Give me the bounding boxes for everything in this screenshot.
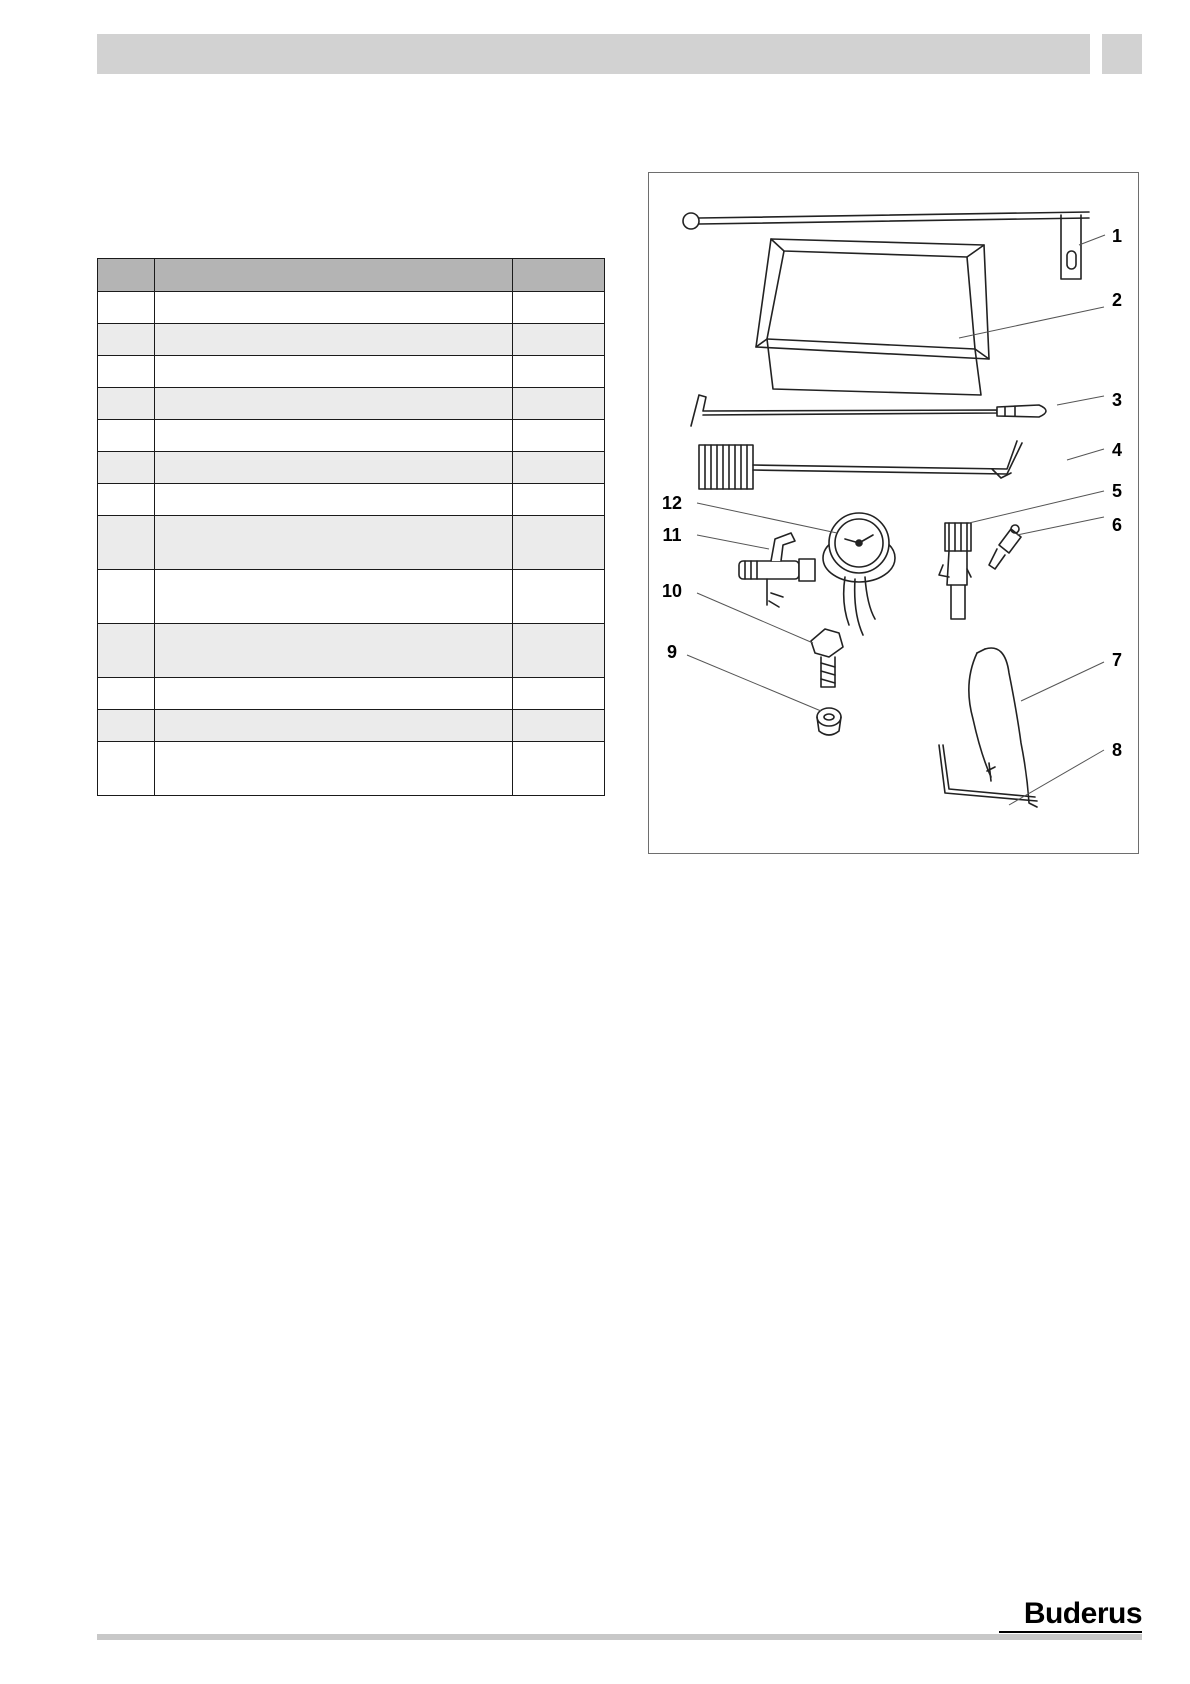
parts-table	[97, 258, 605, 796]
safety-valve-drawing	[939, 523, 971, 619]
table-cell	[155, 292, 513, 324]
table-cell	[155, 516, 513, 570]
accessories-figure	[648, 172, 1139, 854]
callout-6: 6	[1111, 515, 1123, 535]
table-row	[98, 356, 605, 388]
column-header-quantity	[513, 259, 605, 292]
table-cell	[155, 388, 513, 420]
table-cell	[155, 624, 513, 678]
table-cell	[513, 710, 605, 742]
leader-1	[1079, 235, 1105, 245]
table-cell	[98, 570, 155, 624]
callout-11: 11	[662, 525, 682, 545]
table-cell	[155, 452, 513, 484]
table-cell	[513, 324, 605, 356]
table-cell	[155, 570, 513, 624]
gauge-drawing	[823, 513, 895, 635]
table-cell	[513, 570, 605, 624]
callout-7: 7	[1111, 650, 1123, 670]
table-cell	[513, 484, 605, 516]
table-cell	[155, 710, 513, 742]
table-cell	[155, 484, 513, 516]
table-row	[98, 452, 605, 484]
table-cell	[98, 516, 155, 570]
callout-12: 12	[661, 493, 683, 513]
table-cell	[98, 324, 155, 356]
table-row	[98, 570, 605, 624]
table-cell	[98, 624, 155, 678]
table-cell	[513, 678, 605, 710]
callout-9: 9	[666, 642, 678, 662]
table-cell	[98, 356, 155, 388]
callout-3: 3	[1111, 390, 1123, 410]
table-cell	[513, 292, 605, 324]
leader-4	[1067, 449, 1104, 460]
table-cell	[98, 420, 155, 452]
leader-10	[697, 593, 813, 643]
table-cell	[513, 516, 605, 570]
knurled-screw-drawing	[811, 629, 843, 687]
callout-2: 2	[1111, 290, 1123, 310]
nut-drawing	[817, 708, 841, 735]
callout-1: 1	[1111, 226, 1123, 246]
callout-10: 10	[661, 581, 683, 601]
leader-7	[1021, 662, 1104, 701]
brand-logo: Buderus	[1023, 1597, 1142, 1630]
header-bar	[97, 34, 1090, 74]
table-cell	[513, 420, 605, 452]
ash-pan-drawing	[756, 239, 989, 395]
brand-underline	[999, 1631, 1142, 1633]
table-row	[98, 388, 605, 420]
column-header-description	[155, 259, 513, 292]
table-cell	[513, 388, 605, 420]
table-cell	[98, 742, 155, 796]
table-cell	[513, 356, 605, 388]
callout-4: 4	[1111, 440, 1123, 460]
table-cell	[98, 388, 155, 420]
drain-valve-drawing	[739, 533, 815, 607]
table-row	[98, 516, 605, 570]
table-cell	[513, 742, 605, 796]
table-row	[98, 624, 605, 678]
leader-9	[687, 655, 821, 711]
table-cell	[98, 678, 155, 710]
table-row	[98, 742, 605, 796]
table-cell	[155, 324, 513, 356]
table-cell	[155, 356, 513, 388]
leader-5	[969, 491, 1104, 523]
table-row	[98, 678, 605, 710]
table-row	[98, 292, 605, 324]
table-cell	[513, 624, 605, 678]
small-fitting-drawing	[989, 525, 1021, 569]
callout-5: 5	[1111, 481, 1123, 501]
table-cell	[513, 452, 605, 484]
leader-3	[1057, 396, 1104, 405]
accessories-illustration	[649, 173, 1140, 855]
table-cell	[98, 710, 155, 742]
leader-11	[697, 535, 769, 549]
table-row	[98, 420, 605, 452]
table-cell	[155, 678, 513, 710]
table-cell	[98, 292, 155, 324]
table-cell	[155, 420, 513, 452]
hook-poker-drawing	[691, 395, 1046, 426]
table-cell	[98, 484, 155, 516]
table-row	[98, 484, 605, 516]
parts-table-header	[98, 259, 605, 292]
callout-8: 8	[1111, 740, 1123, 760]
table-cell	[98, 452, 155, 484]
table-cell	[155, 742, 513, 796]
header-page-tab	[1102, 34, 1142, 74]
chain-drawing	[969, 648, 1037, 807]
leader-12	[697, 503, 837, 533]
column-header-pos	[98, 259, 155, 292]
table-row	[98, 324, 605, 356]
leader-6	[1017, 517, 1104, 535]
cleaning-brush-drawing	[699, 441, 1022, 489]
footer-line	[97, 1634, 1142, 1640]
table-row	[98, 710, 605, 742]
